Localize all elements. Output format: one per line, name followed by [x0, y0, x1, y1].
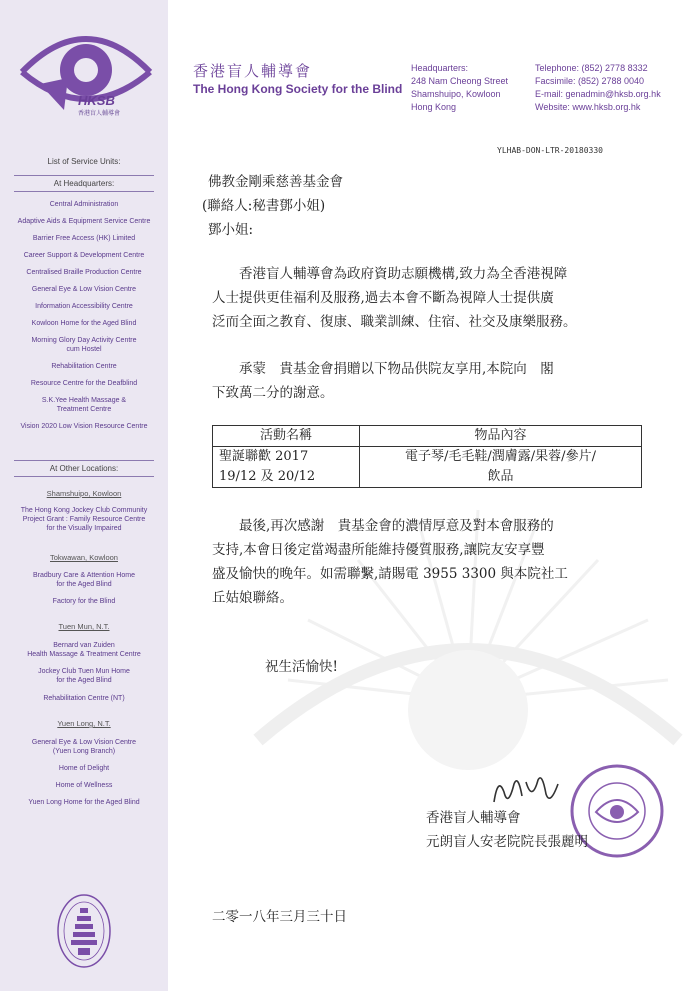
attention-line: (聯絡人:秘書鄧小姐) [202, 198, 326, 214]
paragraph-line: 承蒙 貴基金會捐贈以下物品供院友享用,本院向 閣 [212, 361, 554, 377]
activity-dates: 19/12 及 20/12 [219, 469, 316, 484]
hq-unit: Adaptive Aids & Equipment Service Centre [17, 218, 151, 225]
hq-unit: Information Accessibility Centre [35, 303, 133, 310]
hq-unit: Career Support & Development Centre [23, 252, 145, 259]
paragraph-line: 香港盲人輔導會為政府資助志願機構,致力為全香港視障 [212, 266, 568, 282]
hq-unit: Barrier Free Access (HK) Limited [32, 235, 136, 242]
paragraph-line: 泛而全面之教育、復康、職業訓練、住宿、社交及康樂服務。 [212, 314, 577, 330]
facsimile: Facsimile: (852) 2788 0040 [535, 76, 645, 86]
hq-unit: Vision 2020 Low Vision Resource Centre [20, 423, 148, 430]
paragraph-line: 最後,再次感謝 貴基金會的濃情厚意及對本會服務的 [212, 518, 554, 534]
paragraph-line: 丘姑娘聯絡。 [212, 590, 293, 606]
items-list: 電子琴/毛毛鞋/潤膚露/果蓉/參片/ [405, 449, 596, 464]
location-heading: Yuen Long, N.T. [57, 719, 111, 728]
hq-unit: cum Hostel [66, 346, 102, 353]
location-unit: for the Visually Impaired [46, 525, 122, 532]
hq-line: Shamshuipo, Kowloon [411, 89, 501, 99]
location-unit: General Eye & Low Vision Centre [31, 739, 137, 746]
website: Website: www.hksb.org.hk [535, 102, 641, 112]
hq-unit: General Eye & Low Vision Centre [31, 286, 137, 293]
signer-title: 元朗盲人安老院院長張麗明 [426, 834, 588, 850]
location-unit: Bernard van Zuiden [53, 642, 115, 649]
hq-label: Headquarters: [411, 63, 469, 73]
other-locations-label: At Other Locations: [49, 464, 119, 473]
location-unit: Home of Wellness [55, 782, 113, 789]
location-heading: Tuen Mun, N.T. [58, 622, 110, 631]
sidebar [0, 0, 168, 991]
sidebar-title: List of Service Units: [47, 157, 121, 166]
paragraph-line: 下致萬二分的謝意。 [212, 385, 334, 401]
signer-organization: 香港盲人輔導會 [426, 810, 521, 826]
hq-unit: Treatment Centre [56, 406, 112, 413]
items-list: 飲品 [487, 469, 514, 484]
location-unit: Project Grant : Family Resource Centre [22, 516, 146, 523]
location-unit: Rehabilitation Centre (NT) [43, 695, 125, 702]
location-unit: Home of Delight [58, 765, 110, 772]
hq-unit: S.K.Yee Health Massage & [41, 397, 127, 404]
hq-line: 248 Nam Cheong Street [411, 76, 509, 86]
org-name-english: The Hong Kong Society for the Blind [193, 82, 403, 96]
logo-text: HKSB [78, 93, 115, 108]
recipient: 佛教金剛乘慈善基金會 [208, 174, 343, 190]
letter-date: 二零一八年三月三十日 [212, 909, 347, 925]
table-header-row [213, 426, 642, 447]
donation-table [212, 425, 642, 488]
hq-line: Hong Kong [411, 102, 457, 112]
location-unit: (Yuen Long Branch) [52, 748, 116, 755]
location-unit: Yuen Long Home for the Aged Blind [28, 799, 140, 806]
hq-unit: Rehabilitation Centre [51, 363, 117, 370]
email: E-mail: genadmin@hksb.org.hk [535, 89, 661, 99]
location-heading: Tokwawan, Kowloon [50, 553, 118, 562]
location-unit: for the Aged Blind [56, 581, 112, 588]
location-unit: Jockey Club Tuen Mun Home [38, 668, 130, 675]
items-cell [360, 447, 642, 488]
hq-unit: Kowloon Home for the Aged Blind [31, 320, 137, 327]
location-unit: for the Aged Blind [56, 677, 112, 684]
org-name-chinese: 香港盲人輔導會 [193, 62, 313, 80]
table-row [213, 447, 642, 488]
location-unit: Health Massage & Treatment Centre [27, 651, 141, 658]
logo-subtitle: 香港盲人輔導會 [78, 111, 121, 117]
hq-label: At Headquarters: [53, 179, 115, 188]
header-items: 物品內容 [360, 426, 642, 447]
activity-cell [213, 447, 360, 488]
paragraph-line: 人士提供更佳福利及服務,過去本會不斷為視障人士提供廣 [212, 290, 554, 306]
hq-unit: Resource Centre for the Deafblind [30, 380, 138, 387]
location-unit: Factory for the Blind [52, 598, 116, 605]
pagoda-emblem [56, 892, 112, 970]
salutation: 鄧小姐: [208, 222, 254, 238]
hq-unit: Central Administration [49, 201, 119, 208]
reference-number: YLHAB-DON-LTR-20180330 [497, 146, 603, 155]
hq-unit: Centralised Braille Production Centre [26, 269, 142, 276]
hq-unit: Morning Glory Day Activity Centre [31, 337, 137, 344]
headquarters-address [411, 62, 508, 114]
location-unit: The Hong Kong Jockey Club Community [20, 507, 148, 514]
paragraph-line: 盛及愉快的晚年。如需聯繫,請賜電 3955 3300 與本院社工 [212, 566, 568, 582]
closing: 祝生活愉快! [265, 659, 338, 675]
location-unit: Bradbury Care & Attention Home [33, 572, 135, 579]
paragraph-line: 支持,本會日後定當竭盡所能維持優質服務,讓院友安享豐 [212, 542, 545, 558]
header-activity: 活動名稱 [213, 426, 360, 447]
telephone: Telephone: (852) 2778 8332 [535, 63, 648, 73]
activity-name: 聖誕聯歡 2017 [219, 449, 309, 464]
contact-info [535, 62, 661, 114]
location-heading: Shamshuipo, Kowloon [46, 489, 122, 498]
